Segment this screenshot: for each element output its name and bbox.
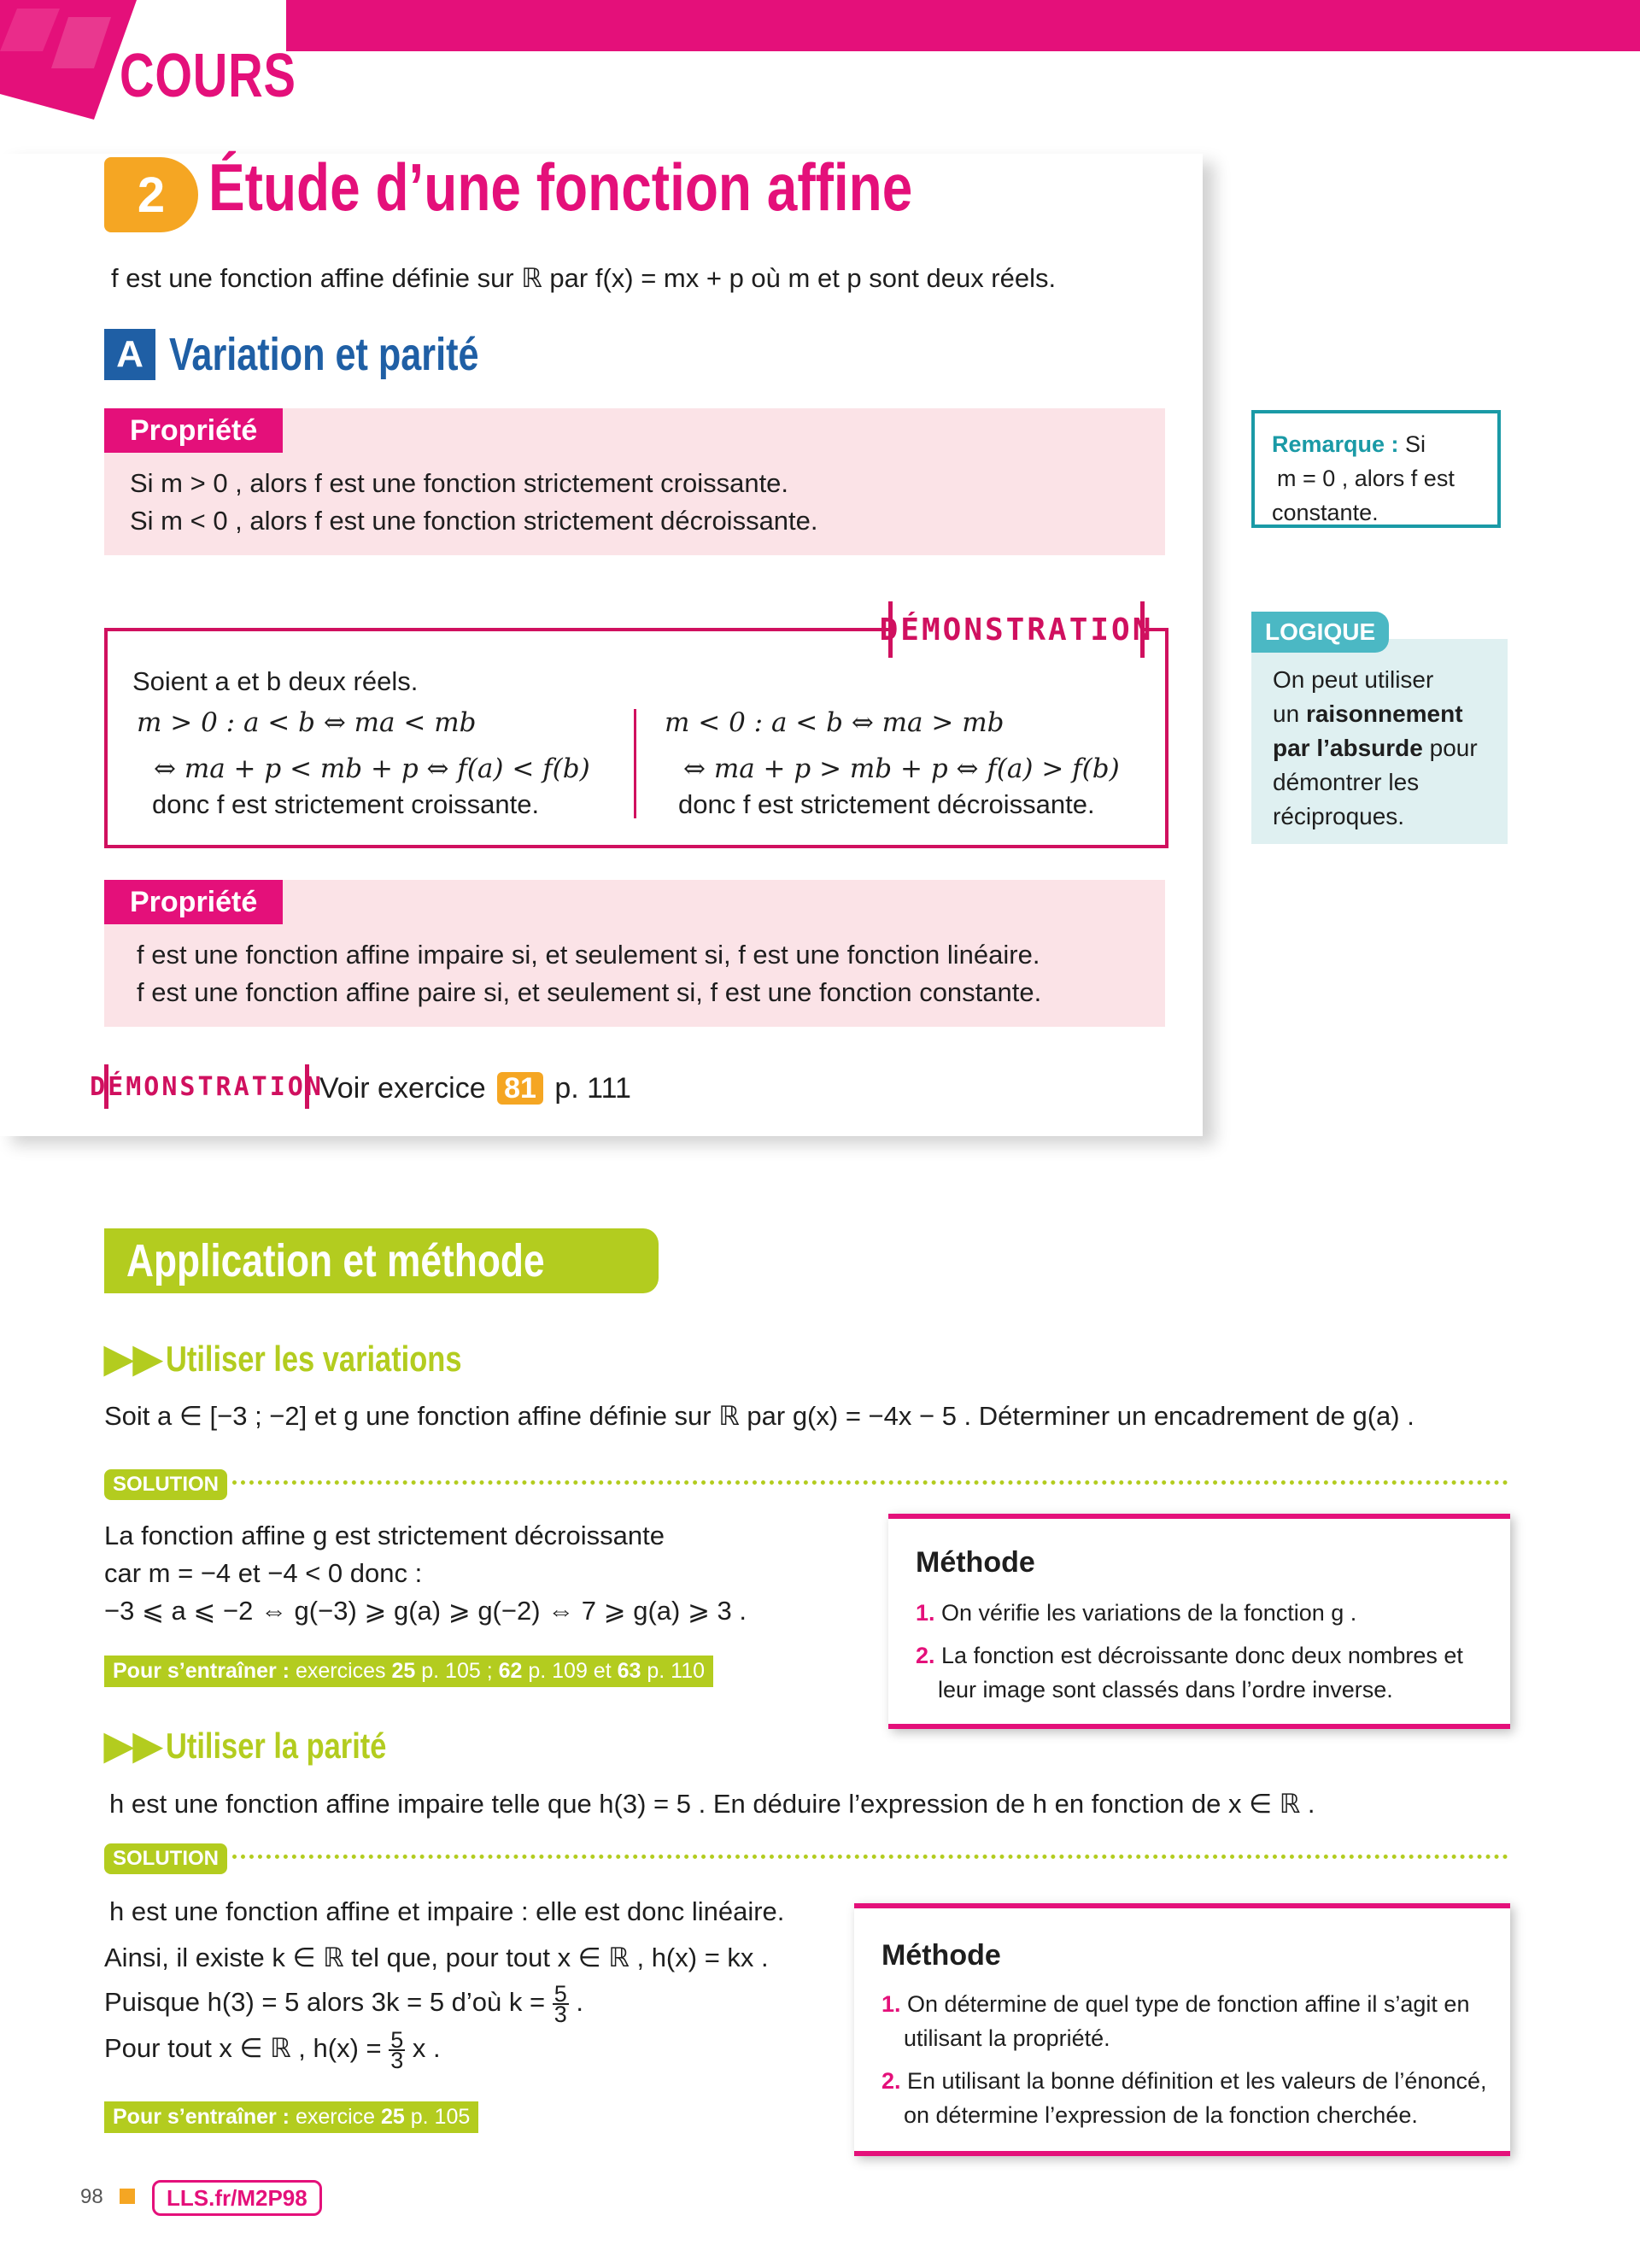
demo-right-line-2: ⇔ ma + p > mb + p ⇔ f(a) > f(b) [683,753,1120,784]
method-1-item-1: 1. On vérifie les variations de la fonction g . [916,1600,1357,1626]
property-1-line-1: Si m > 0 , alors f est une fonction strictement croissante. [130,468,789,498]
demo-intro: Soient a et b deux réels. [132,666,419,696]
ex1-dotted-rule [232,1480,1508,1485]
demo-divider [634,709,636,818]
ex1-statement: Soit a ∈ [−3 ; −2] et g une fonction affine définie sur ℝ par g(x) = −4x − 5 . Déterminer un encadrement de g(a) . [104,1401,1414,1431]
demo-left-line-1: m > 0 : a < b ⇔ ma < mb [137,707,477,738]
corner-decoration [0,0,137,120]
section-title: Étude d’une fonction affine [208,149,913,225]
remark-box: Remarque : Si m = 0 , alors f est constante. [1251,410,1501,528]
chapter-heading: COURS [120,42,296,110]
double-arrow-icon: ▶▶ [104,1725,162,1767]
method-1-item-2: 2. La fonction est décroissante donc deux nombres et leur image sont classés dans l’ordre inverse. [916,1643,1463,1702]
footer-link[interactable]: LLS.fr/M2P98 [152,2180,322,2216]
property-2-line-2: f est une fonction affine paire si, et seulement si, f est une fonction constante. [137,977,1042,1007]
method-2-item-1: 1. On détermine de quel type de fonction affine il s’agit en utilisant la propriété. [882,1991,1470,2051]
ex1-heading: ▶▶ Utiliser les variations [104,1338,462,1380]
footer-square-icon [120,2189,135,2204]
ex2-solution-line-4: Pour tout x ∈ ℝ , h(x) = $\frac{5}{3}$ x . [104,2026,441,2073]
ex1-solution-line-3: −3 ⩽ a ⩽ −2 ⇔ g(−3) ⩾ g(a) ⩾ g(−2) ⇔ 7 ⩾ g(a) ⩾ 3 . [104,1596,747,1626]
ex1-solution-line-1: La fonction affine g est strictement décroissante [104,1521,665,1550]
ex2-solution-line-1: h est une fonction affine et impaire : elle est donc linéaire. [109,1896,785,1926]
exercise-badge[interactable]: 81 [497,1072,543,1105]
double-arrow-icon: ▶▶ [104,1338,162,1380]
demo-right-line-1: m < 0 : a < b ⇔ ma > mb [665,707,1004,738]
demo-left-line-2: ⇔ ma + p < mb + p ⇔ f(a) < f(b) [154,753,590,784]
ex1-solution-line-2: car m = −4 et −4 < 0 donc : [104,1558,423,1588]
section-number: 2 [104,157,198,232]
method-box-1 [888,1514,1510,1729]
demonstration-tag: DÉMONSTRATION [888,601,1145,658]
method-box-2 [854,1903,1510,2156]
property-label-2: Propriété [104,880,283,924]
intro-text: f est une fonction affine définie sur ℝ par f(x) = mx + p où m et p sont deux réels. [111,263,1057,293]
fraction-h: $\frac{5}{3}$ [390,2026,404,2073]
ex2-heading: ▶▶ Utiliser la parité [104,1725,387,1767]
header-bar [286,0,1640,51]
subsection-letter: A [104,329,155,380]
subsection-title: Variation et parité [169,329,479,380]
property-1-line-2: Si m < 0 , alors f est une fonction strictement décroissante. [130,506,818,536]
method-1-title: Méthode [916,1546,1035,1579]
demo-left-line-3: donc f est strictement croissante. [152,789,540,819]
demo2-text: Voir exercice 81 p. 111 [319,1072,631,1105]
method-2-item-2: 2. En utilisant la bonne définition et les valeurs de l’énoncé, on détermine l’expression de la fonction cherchée. [882,2068,1487,2128]
ex2-statement: h est une fonction affine impaire telle que h(3) = 5 . En déduire l’expression de h en fonction de x ∈ ℝ . [109,1789,1315,1819]
fraction-k: $\frac{5}{3}$ [554,1980,567,2027]
ex2-solution-line-3: Puisque h(3) = 5 alors 3k = 5 d’où k = $\frac{5}{3}$ . [104,1980,583,2027]
logic-tag: LOGIQUE [1251,612,1389,653]
method-2-title: Méthode [882,1939,1001,1972]
demonstration-tag-2: DÉMONSTRATION [104,1064,309,1109]
ex2-practice-link[interactable]: Pour s’entraîner : exercice 25 p. 105 [104,2101,478,2133]
ex2-solution-label: SOLUTION [104,1843,227,1874]
logic-text: On peut utiliser un raisonnement par l’absurde pour démontrer les réciproques. [1273,666,1478,829]
ex2-dotted-rule [232,1855,1508,1859]
application-title: Application et méthode [104,1228,659,1293]
demo-right-line-3: donc f est strictement décroissante. [678,789,1095,819]
ex2-solution-line-2: Ainsi, il existe k ∈ ℝ tel que, pour tout x ∈ ℝ , h(x) = kx . [104,1943,769,1972]
property-2-line-1: f est une fonction affine impaire si, et seulement si, f est une fonction linéaire. [137,940,1040,970]
ex1-solution-label: SOLUTION [104,1469,227,1500]
page-number: 98 [80,2185,103,2208]
property-label-1: Propriété [104,408,283,453]
ex1-practice-link[interactable]: Pour s’entraîner : exercices 25 p. 105 ; 62 p. 109 et 63 p. 110 [104,1656,713,1687]
